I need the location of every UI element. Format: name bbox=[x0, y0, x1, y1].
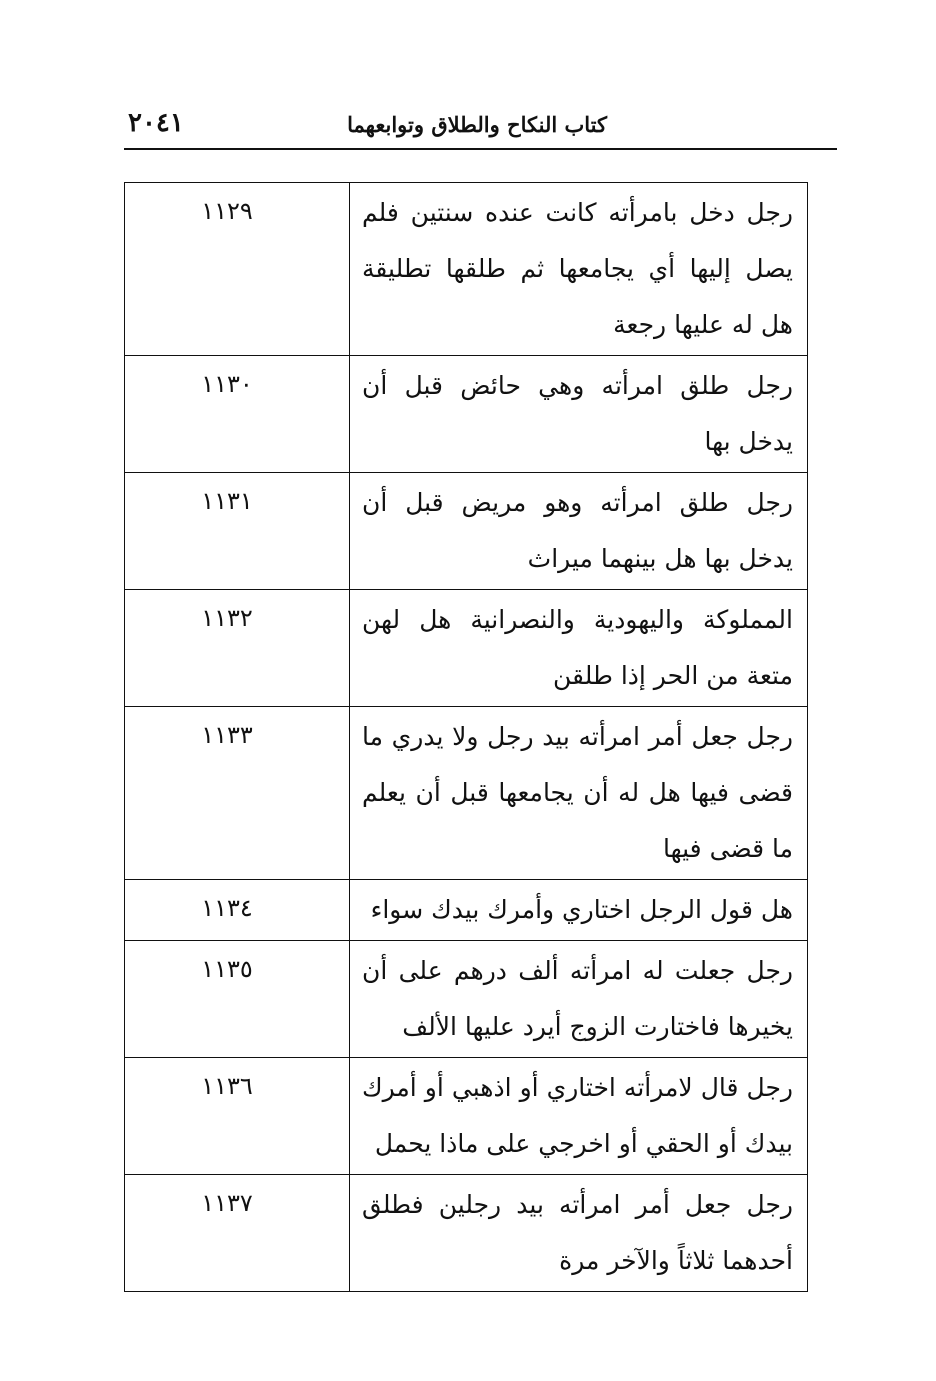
book-title: كتاب النكاح والطلاق وتوابعهما bbox=[347, 112, 607, 137]
entry-number: ١١٣٣ bbox=[125, 707, 350, 880]
table-row bbox=[125, 880, 808, 941]
entry-number: ١١٣٧ bbox=[125, 1175, 350, 1292]
entry-number: ١١٣٠ bbox=[125, 356, 350, 473]
entry-text: رجل جعل أمر امرأته بيد رجل ولا يدري ما قضى فيها هل له أن يجامعها قبل أن يعلم ما قضى فيها bbox=[350, 707, 808, 880]
entry-text: رجل طلق امرأته وهو مريض قبل أن يدخل بها هل بينهما ميراث bbox=[350, 473, 808, 590]
entry-text: رجل جعل أمر امرأته بيد رجلين فطلق أحدهما ثلاثاً والآخر مرة bbox=[350, 1175, 808, 1292]
table-row bbox=[125, 183, 808, 356]
entry-number: ١١٣٢ bbox=[125, 590, 350, 707]
table-row bbox=[125, 590, 808, 707]
entry-text: رجل دخل بامرأته كانت عنده سنتين فلم يصل إليها أي يجامعها ثم طلقها تطليقة هل له عليها رجعة bbox=[350, 183, 808, 356]
page-header bbox=[124, 104, 837, 150]
entry-number: ١١٣٦ bbox=[125, 1058, 350, 1175]
entry-text: رجل طلق امرأته وهي حائض قبل أن يدخل بها bbox=[350, 356, 808, 473]
entry-text: رجل جعلت له امرأته ألف درهم على أن يخيرها فاختارت الزوج أيرد عليها الألف bbox=[350, 941, 808, 1058]
page-number: ٢٠٤١ bbox=[128, 108, 184, 138]
table-row bbox=[125, 1175, 808, 1292]
table-row bbox=[125, 1058, 808, 1175]
table-row bbox=[125, 707, 808, 880]
entries-table bbox=[124, 182, 808, 1292]
entry-text: المملوكة واليهودية والنصرانية هل لهن متعة من الحر إذا طلقن bbox=[350, 590, 808, 707]
entry-number: ١١٣١ bbox=[125, 473, 350, 590]
table-row bbox=[125, 356, 808, 473]
table-row bbox=[125, 941, 808, 1058]
entry-text: رجل قال لامرأته اختاري أو اذهبي أو أمرك بيدك أو الحقي أو اخرجي على ماذا يحمل bbox=[350, 1058, 808, 1175]
entry-text: هل قول الرجل اختاري وأمرك بيدك سواء bbox=[350, 880, 808, 941]
table-row bbox=[125, 473, 808, 590]
entry-number: ١١٣٤ bbox=[125, 880, 350, 941]
entry-number: ١١٢٩ bbox=[125, 183, 350, 356]
entry-number: ١١٣٥ bbox=[125, 941, 350, 1058]
